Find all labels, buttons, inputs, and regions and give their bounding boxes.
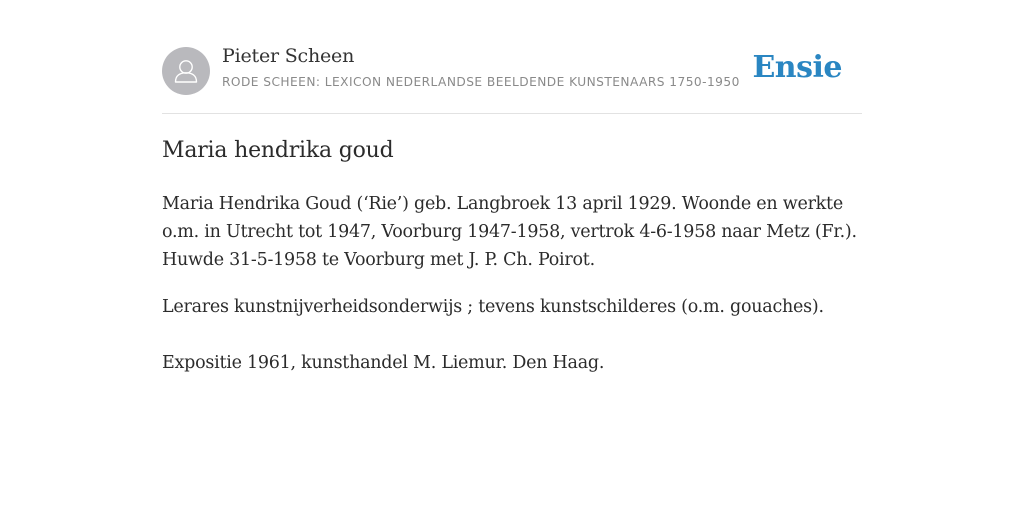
page-title: Maria hendrika goud: [162, 138, 394, 163]
body-paragraph-3: Expositie 1961, kunsthandel M. Liemur. Den Haag.: [162, 353, 605, 373]
entry-header: [162, 0, 862, 114]
entry-card: [162, 0, 862, 373]
author-name[interactable]: Pieter Scheen: [222, 45, 355, 67]
user-silhouette-icon: [162, 47, 210, 95]
author-avatar[interactable]: [162, 47, 210, 95]
source-title[interactable]: RODE SCHEEN: LEXICON NEDERLANDSE BEELDENDE KUNSTENAARS 1750-1950: [222, 75, 740, 89]
brand-logo[interactable]: Ensie: [752, 50, 842, 85]
body-paragraph-1: Maria Hendrika Goud (‘Rie’) geb. Langbroek 13 april 1929. Woonde en werkte o.m. in Utrecht tot 1947, Voorburg 1947-1958, vertrok 4-6-1958 naar Metz (Fr.). Huwde 31-5-1958 te Voorburg met J. P. Ch. Poirot.: [162, 194, 857, 270]
body-paragraph-2: Lerares kunstnijverheidsonderwijs ; tevens kunstschilderes (o.m. gouaches).: [162, 297, 824, 317]
